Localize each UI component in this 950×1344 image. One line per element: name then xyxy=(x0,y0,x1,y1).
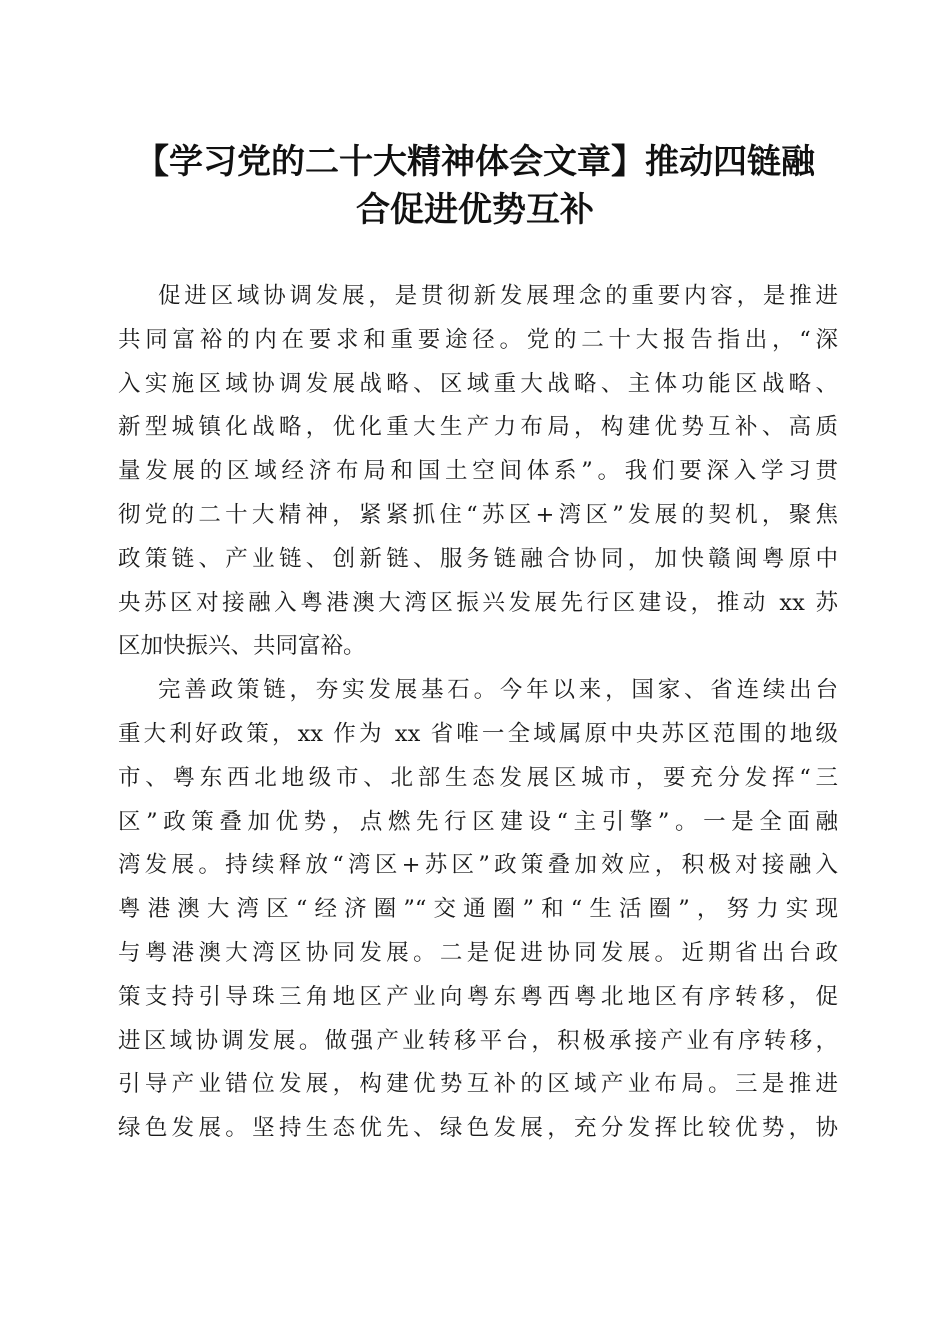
text-line: 市、粤东西北地级市、北部生态发展区城市，要充分发挥“三 xyxy=(118,764,838,791)
text-line: 进区域协调发展。做强产业转移平台，积极承接产业有序转移， xyxy=(118,1027,838,1054)
text-line: 政策链、产业链、创新链、服务链融合协同，加快赣闽粤原中 xyxy=(118,545,838,572)
title-line: 合促进优势互补 xyxy=(356,190,594,230)
text-line: 引导产业错位发展，构建优势互补的区域产业布局。三是推进 xyxy=(118,1071,838,1098)
text-line: 共同富裕的内在要求和重要途径。党的二十大报告指出，“深 xyxy=(118,326,838,353)
text-line: 绿色发展。坚持生态优先、绿色发展，充分发挥比较优势，协 xyxy=(118,1115,838,1142)
text-line: 重大利好政策，xx 作为 xx 省唯一全域属原中央苏区范围的地级 xyxy=(118,720,838,747)
paragraph-1 xyxy=(118,275,838,669)
text-line: 策支持引导珠三角地区产业向粤东粤西粤北地区有序转移，促 xyxy=(118,983,838,1010)
text-line: 彻党的二十大精神，紧紧抓住“苏区+湾区”发展的契机，聚焦 xyxy=(118,501,838,528)
text-line: 入实施区域协调发展战略、区域重大战略、主体功能区战略、 xyxy=(118,370,838,397)
text-line: 区”政策叠加优势，点燃先行区建设“主引擎”。一是全面融 xyxy=(118,808,838,835)
text-line: 与粤港澳大湾区协同发展。二是促进协同发展。近期省出台政 xyxy=(118,939,838,966)
text-line: 量发展的区域经济布局和国土空间体系”。我们要深入学习贯 xyxy=(118,458,838,485)
text-line: 央苏区对接融入粤港澳大湾区振兴发展先行区建设，推动 xx 苏 xyxy=(118,589,838,616)
document-title xyxy=(100,138,850,234)
text-line: 湾发展。持续释放“湾区+苏区”政策叠加效应，积极对接融入 xyxy=(118,852,838,879)
text-line: 新型城镇化战略，优化重大生产力布局，构建优势互补、高质 xyxy=(118,414,838,441)
text-line: 完善政策链，夯实发展基石。今年以来，国家、省连续出台 xyxy=(158,677,838,704)
text-line: 区加快振兴、共同富裕。 xyxy=(118,633,366,660)
paragraph-2 xyxy=(118,669,838,1151)
title-line: 【学习党的二十大精神体会文章】推动四链融 xyxy=(135,142,815,182)
document-body xyxy=(118,275,838,1151)
text-line: 促进区域协调发展，是贯彻新发展理念的重要内容，是推进 xyxy=(158,283,838,309)
text-line: 粤港澳大湾区“经济圈”“交通圈”和“生活圈”，努力实现 xyxy=(118,896,838,923)
